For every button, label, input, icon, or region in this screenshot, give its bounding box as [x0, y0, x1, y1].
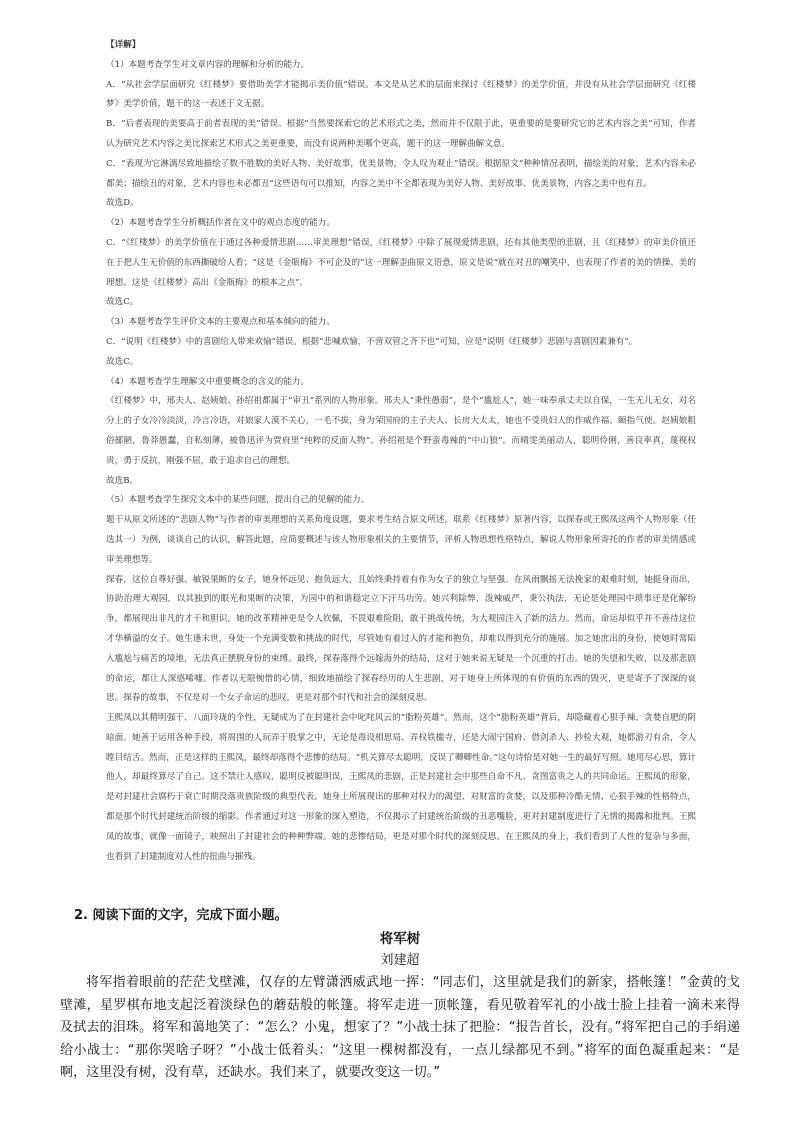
explanation-paragraph: （1）本题考查学生对文章内容的理解和分析的能力。	[106, 59, 310, 70]
explanation-paragraph: （2）本题考查学生分析概括作者在文中的观点态度的能力。	[106, 218, 335, 229]
explanation-paragraph: （3）本题考查学生评价文本的主要观点和基本倾向的能力。	[106, 317, 335, 328]
question-prompt: 2. 阅读下面的文字，完成下面小题。	[74, 908, 288, 923]
explanation-paragraph: B．“后者表现的美要高于前者表现的美”错误。根据“当然要探索它的艺术形式之美，然而并不仅限于此，更重要的是要研究它的艺术内容之美”可知，作者认为研究艺术内容之美比探索艺术形式之美更重要，而没有说两种美哪个更高，题干的这一理解曲解文意。	[106, 119, 696, 149]
explanation-paragraph: 故选C。	[106, 297, 139, 308]
explanation-paragraph: C．“说明《红楼梦》中的喜剧给人带来欢愉”错误。根据“悲喊欢愉，不啻双管之齐下也”可知，应是“说明《红楼梦》悲剧与喜剧因素兼有”。	[106, 336, 638, 347]
passage-title: 将军树	[379, 931, 421, 947]
explanation-paragraph: 题干从原文所述的“悲剧人物”与作者的审美理想的关系角度设题，要求考生结合原文所述，联系《红楼梦》原著内容，以探春或王熙凤这两个人物形象（任选其一）为例，谈谈自己的认识，解答此题，应简要概述与该人物形象相关的主要情节，评析人物思想性格特点，解说人物形象所寄托的作者的审美情感或审美理想等。	[106, 515, 696, 565]
explanation-paragraph: 故选D。	[106, 198, 139, 209]
explanation-paragraph: （4）本题考查学生理解文中重要概念的含义的能力。	[106, 376, 310, 387]
explanation-paragraph: 探春，这位自尊好强、敏锐果断的女子，她身怀远见、抱负远大，且始终秉持着有作为女子的独立与坚强。在风雨飘摇无法挽家的艰难时刻，她挺身而出，协助治理大观园，以其独到的眼光和果断的决策，为园中的和谐稳定立下汗马功劳。她兴利除弊，泼辣威严，秉公执法，无论是处理园中琐事还是化解纷争，都展现出非凡的才干和胆识。她的改革精神更是令人钦佩，不畏艰难险阻，敢于挑战传统，为大观园注入了新的活力。然而，命运却似乎并不善待这位才华横溢的女子。她生逢末世，身处一个充满变数和挑战的时代，尽管她有着过人的才能和抱负，却难以得到充分的施展。加之她庶出的身份，使她时常陷入尴尬与痛苦的境地，无法真正摆脱身份的束缚。最终，探春落得个远嫁海外的结局，这对于她来说无疑是一个沉重的打击。她的失望和失败，以及那悲剧的命运，都让人深感唏嘘。作者以无限惋惜的心情，细致地描绘了探春经历的人生悲剧，对于她身上所体现的有价值的东西的毁灭，更是寄予了深深的哀思。探春的故事，不仅是对一个女子命运的悲叹，更是对那个时代和社会的深刻反思。	[106, 574, 696, 704]
passage-text: 将军指着眼前的茫茫戈壁滩，仅存的左臂潇洒威武地一挥：“同志们，这里就是我们的新家，搭帐篷！”金黄的戈壁滩，星罗棋布地支起泛着淡绿色的蘑菇般的帐篷。将军走进一顶帐篷，看见敬着军礼的小战士脸上挂着一滴未来得及拭去的泪珠。将军和蔼地笑了：“怎么？小鬼，想家了？”小战士抹了把脸：“报告首长，没有。”将军把自己的手绢递给小战士：“那你哭啥子呀？”小战士低着头：“这里一棵树都没有，一点儿绿都见不到。”将军的面色凝重起来：“是啊，这里没有树，没有草，还缺水。我们来了，就要改变这一切。”	[60, 975, 740, 1080]
explanation-paragraph: C．“表现为它淋漓尽致地描绘了数不胜数的美好人物、美好故事，优美景物，令人叹为观止”错误。根据原文“种种情况表明，描绘美的对象，艺术内容未必都美；描绘丑的对象，艺术内容也未必都丑”这些语句可以推知，内容之美中不全都表现为美好人物、美好故事、优美景物，内容之美中也有丑。	[106, 158, 696, 189]
explanation-paragraph: （5）本题考查学生探究文本中的某些问题，提出自己的见解的能力。	[106, 495, 370, 506]
explanation-paragraph: 故选B。	[106, 475, 139, 486]
passage-author: 刘建超	[380, 953, 420, 968]
explanation-heading: 【详解】	[106, 40, 141, 50]
answer-explanation	[106, 36, 696, 867]
explanation-paragraph: 《红楼梦》中，邢夫人、赵姨娘、孙绍祖都属于“审丑”系列的人物形象。邢夫人“秉性愚弱”，是个“尴尬人”，她一味奉承丈夫以自保，一生无儿无女，对名分上的子女冷冷淡淡，冷言冷语，对娘家人漠不关心，一毛不拔，身为荣国府的主子夫人、长房大太太，她也不受贵妇人的作威作福、颐指气使。赵姨娘粗俗鄙陋，鲁莽愚蠢，自私刻薄，被鲁迅评为贾府里“纯粹的反面人物”。孙绍祖是个野蛮毒辣的“中山狼”。而晴雯美丽动人，聪明伶俐，善良率真，蔑视权贵，勇于反抗，刚强不屈，敢于追求自己的理想。	[106, 396, 696, 466]
question-2	[60, 904, 740, 1085]
explanation-paragraph: A．“从社会学层面研究《红楼梦》要借助美学才能揭示美价值”错误。本文是从艺术的层面来探讨《红楼梦》的美学价值，并没有从社会学层面研究《红楼梦》美学价值，题干的这一表述于文无据。	[106, 79, 696, 110]
explanation-paragraph: 王熙凤以其精明强干、八面玲珑的个性，无疑成为了在封建社会中叱咤风云的“脂粉英雄”。然而，这个“脂粉英雄”背后，却隐藏着心狠手辣、贪婪自肥的阴暗面。她善于运用各种手段，将周围的人玩弄于股掌之中，无论是毒设相思局、弄权铁槛寺，还是大闹宁国府、借剑杀人、抄检大观，她都游刃有余，令人瞠目结舌。然而，正是这样的王熙凤，最终却落得个悲惨的结局。“机关算尽太聪明，反误了卿卿性命。”这句诗恰是对她一生的最好写照。她用尽心思，算计他人，却最终算尽了自己。这不禁让人感叹，聪明反被聪明误，王熙凤的悲剧，正是封建社会中那些自命不凡、贪图富贵之人的共同命运。王熙凤的形象，是对封建社会腐朽于衰亡时期没落贵族阶级的典型代表。她身上所展现出的那种对权力的渴望、对财富的贪婪，以及那种冷酷无情、心狠手辣的性格特点，都是那个时代封建统治阶级的缩影。作者通过对这一形象的深入塑造，不仅揭示了封建统治阶级的丑恶嘴脸，更对封建制度进行了无情的揭露和批判。王熙凤的故事，就像一面镜子，映照出了封建社会的种种弊端。她的悲惨结局，更是对那个时代的深刻反思。在王熙凤的身上，我们看到了人性的复杂与多面，也看到了封建制度对人性的扭曲与摧残。	[106, 713, 696, 862]
explanation-paragraph: C．“《红楼梦》的美学价值在于通过各种爱情悲剧……审美理想”错误，《红楼梦》中除了展现爱情悲剧，还有其他类型的悲剧，且《红楼梦》的审美价值还在于把人生无价值的东西撕破给人看；“这是《金瓶梅》不可企及的”这一理解歪曲原文语意，原文是说“就在对丑的嘲笑中，也表现了作者的美的情操、美的理想。这是《红楼梦》高出《金瓶梅》的根本之点”。	[106, 237, 696, 288]
explanation-paragraph: 故选C。	[106, 356, 139, 367]
